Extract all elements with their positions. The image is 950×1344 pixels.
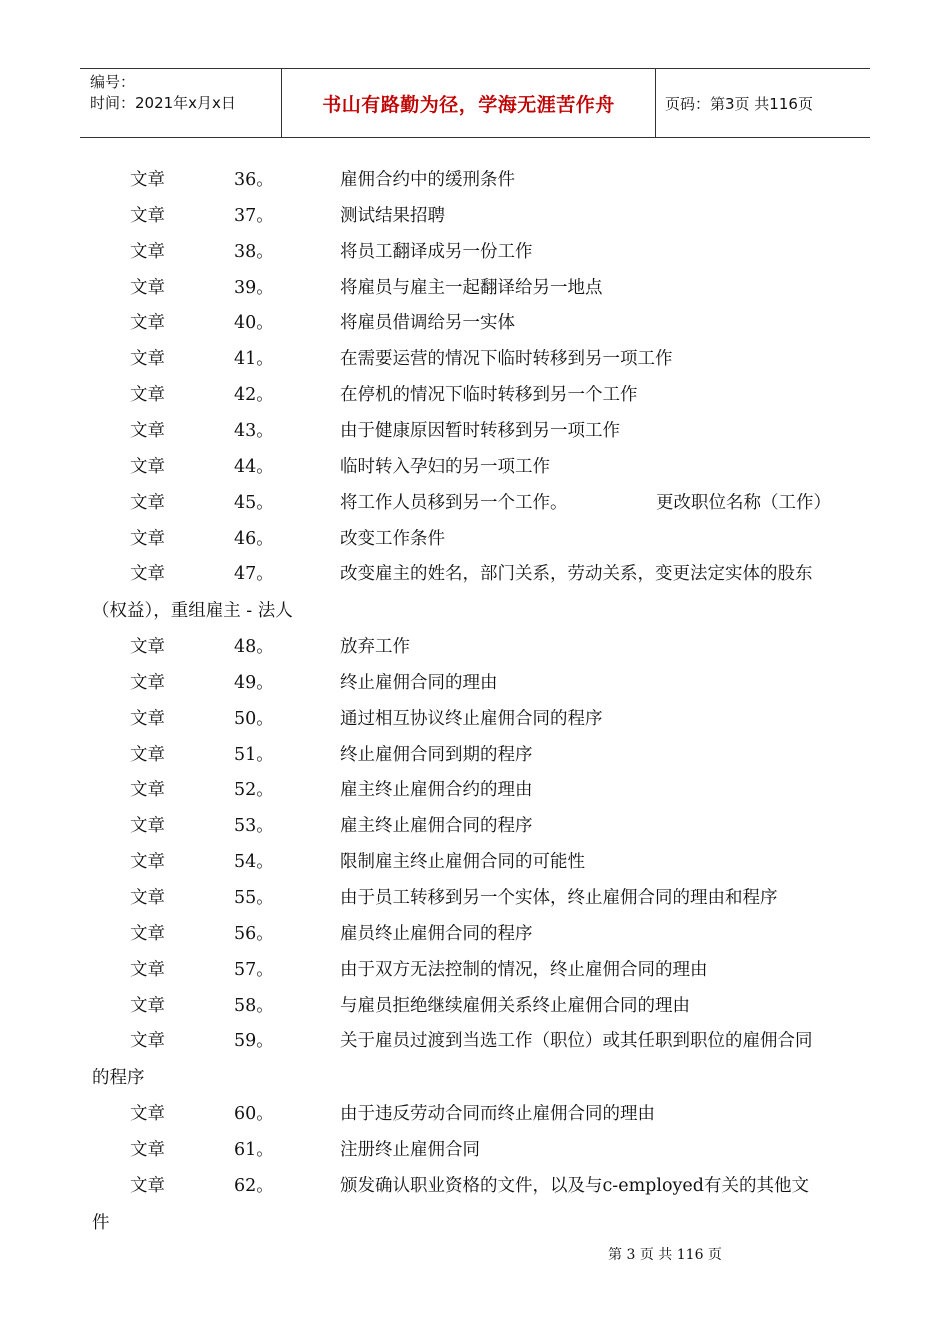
page-number-label: 页码：第3页 共116页 <box>665 94 813 113</box>
article-title: 将雇员与雇主一起翻译给另一地点 <box>340 277 603 298</box>
article-number: 60。 <box>234 1104 274 1125</box>
article-number: 42。 <box>234 385 274 406</box>
article-label: 文章 <box>130 385 165 406</box>
article-title: 雇主终止雇佣合同的程序 <box>340 816 533 837</box>
date-label: 时间：2021年x月x日 <box>90 94 236 112</box>
article-label: 文章 <box>130 1175 165 1196</box>
article-number: 58。 <box>234 995 274 1016</box>
article-title: 雇佣合约中的缓刑条件 <box>340 170 515 190</box>
article-title: 终止雇佣合同的理由 <box>340 672 498 693</box>
article-number: 53。 <box>234 816 274 837</box>
article-title: 由于员工转移到另一个实体，终止雇佣合同的理由和程序 <box>340 888 778 908</box>
article-label: 文章 <box>130 170 165 190</box>
article-number: 36。 <box>234 170 274 190</box>
article-number: 41。 <box>234 349 274 370</box>
article-label: 文章 <box>130 241 165 262</box>
article-label: 文章 <box>130 313 165 334</box>
page-header <box>80 68 870 138</box>
article-title-continuation: 的程序 <box>92 1068 145 1089</box>
article-label: 文章 <box>130 277 165 298</box>
article-title-continuation: 件 <box>92 1212 110 1233</box>
article-number: 44。 <box>234 456 274 477</box>
article-label: 文章 <box>130 1139 165 1160</box>
article-title: 颁发确认职业资格的文件，以及与c-employed有关的其他文 <box>340 1175 809 1196</box>
article-title: 由于双方无法控制的情况，终止雇佣合同的理由 <box>340 959 708 980</box>
article-label: 文章 <box>130 816 165 837</box>
article-label: 文章 <box>130 492 165 513</box>
article-title: 改变工作条件 <box>340 528 445 549</box>
header-info-cell <box>80 69 281 137</box>
article-number: 48。 <box>234 637 274 658</box>
article-number: 45。 <box>234 492 274 513</box>
article-label: 文章 <box>130 708 165 729</box>
article-number: 38。 <box>234 241 274 262</box>
article-title: 放弃工作 <box>340 637 410 658</box>
article-extra: 更改职位名称（工作） <box>656 492 831 513</box>
article-title: 由于违反劳动合同而终止雇佣合同的理由 <box>340 1104 655 1125</box>
article-number: 43。 <box>234 420 274 441</box>
article-title: 改变雇主的姓名，部门关系，劳动关系，变更法定实体的股东 <box>340 564 813 585</box>
article-label: 文章 <box>130 852 165 873</box>
article-number: 50。 <box>234 708 274 729</box>
article-title: 将工作人员移到另一个工作。 <box>340 492 568 513</box>
article-number: 39。 <box>234 277 274 298</box>
article-number: 40。 <box>234 313 274 334</box>
page-footer: 第 3 页 共 116 页 <box>608 1247 722 1263</box>
article-title: 测试结果招聘 <box>340 205 445 226</box>
article-number: 61。 <box>234 1139 274 1160</box>
article-label: 文章 <box>130 528 165 549</box>
motto-text: 书山有路勤为径，学海无涯苦作舟 <box>322 93 615 116</box>
article-title: 雇主终止雇佣合约的理由 <box>340 780 533 801</box>
article-label: 文章 <box>130 420 165 441</box>
article-number: 46。 <box>234 528 274 549</box>
article-title: 临时转入孕妇的另一项工作 <box>340 456 550 477</box>
article-title: 终止雇佣合同到期的程序 <box>340 744 533 765</box>
article-title: 在需要运营的情况下临时转移到另一项工作 <box>340 349 673 370</box>
article-number: 57。 <box>234 959 274 980</box>
article-label: 文章 <box>130 959 165 980</box>
article-label: 文章 <box>130 1031 165 1052</box>
article-label: 文章 <box>130 744 165 765</box>
article-number: 55。 <box>234 888 274 908</box>
article-title: 将员工翻译成另一份工作 <box>340 241 533 262</box>
article-label: 文章 <box>130 564 165 585</box>
article-title: 将雇员借调给另一实体 <box>340 313 515 334</box>
article-label: 文章 <box>130 637 165 658</box>
article-number: 56。 <box>234 923 274 944</box>
code-label: 编号： <box>90 73 136 91</box>
article-title: 通过相互协议终止雇佣合同的程序 <box>340 708 603 729</box>
article-label: 文章 <box>130 456 165 477</box>
article-label: 文章 <box>130 923 165 944</box>
article-title: 注册终止雇佣合同 <box>340 1139 480 1160</box>
article-number: 51。 <box>234 744 274 765</box>
article-title: 与雇员拒绝继续雇佣关系终止雇佣合同的理由 <box>340 995 690 1016</box>
article-title: 在停机的情况下临时转移到另一个工作 <box>340 385 638 406</box>
article-label: 文章 <box>130 780 165 801</box>
article-title: 由于健康原因暂时转移到另一项工作 <box>340 420 620 441</box>
article-number: 52。 <box>234 780 274 801</box>
article-label: 文章 <box>130 672 165 693</box>
article-label: 文章 <box>130 205 165 226</box>
article-label: 文章 <box>130 349 165 370</box>
article-number: 49。 <box>234 672 274 693</box>
article-number: 37。 <box>234 205 274 226</box>
article-number: 59。 <box>234 1031 274 1052</box>
header-page-cell <box>655 69 870 137</box>
header-motto-cell <box>281 69 656 137</box>
article-label: 文章 <box>130 995 165 1016</box>
article-title: 关于雇员过渡到当选工作（职位）或其任职到职位的雇佣合同 <box>340 1031 813 1052</box>
article-number: 54。 <box>234 852 274 873</box>
article-number: 62。 <box>234 1175 274 1196</box>
article-title-continuation: （权益），重组雇主 - 法人 <box>92 601 293 622</box>
article-label: 文章 <box>130 1104 165 1125</box>
article-title: 雇员终止雇佣合同的程序 <box>340 923 533 944</box>
article-number: 47。 <box>234 564 274 585</box>
article-title: 限制雇主终止雇佣合同的可能性 <box>340 852 585 873</box>
article-label: 文章 <box>130 888 165 908</box>
